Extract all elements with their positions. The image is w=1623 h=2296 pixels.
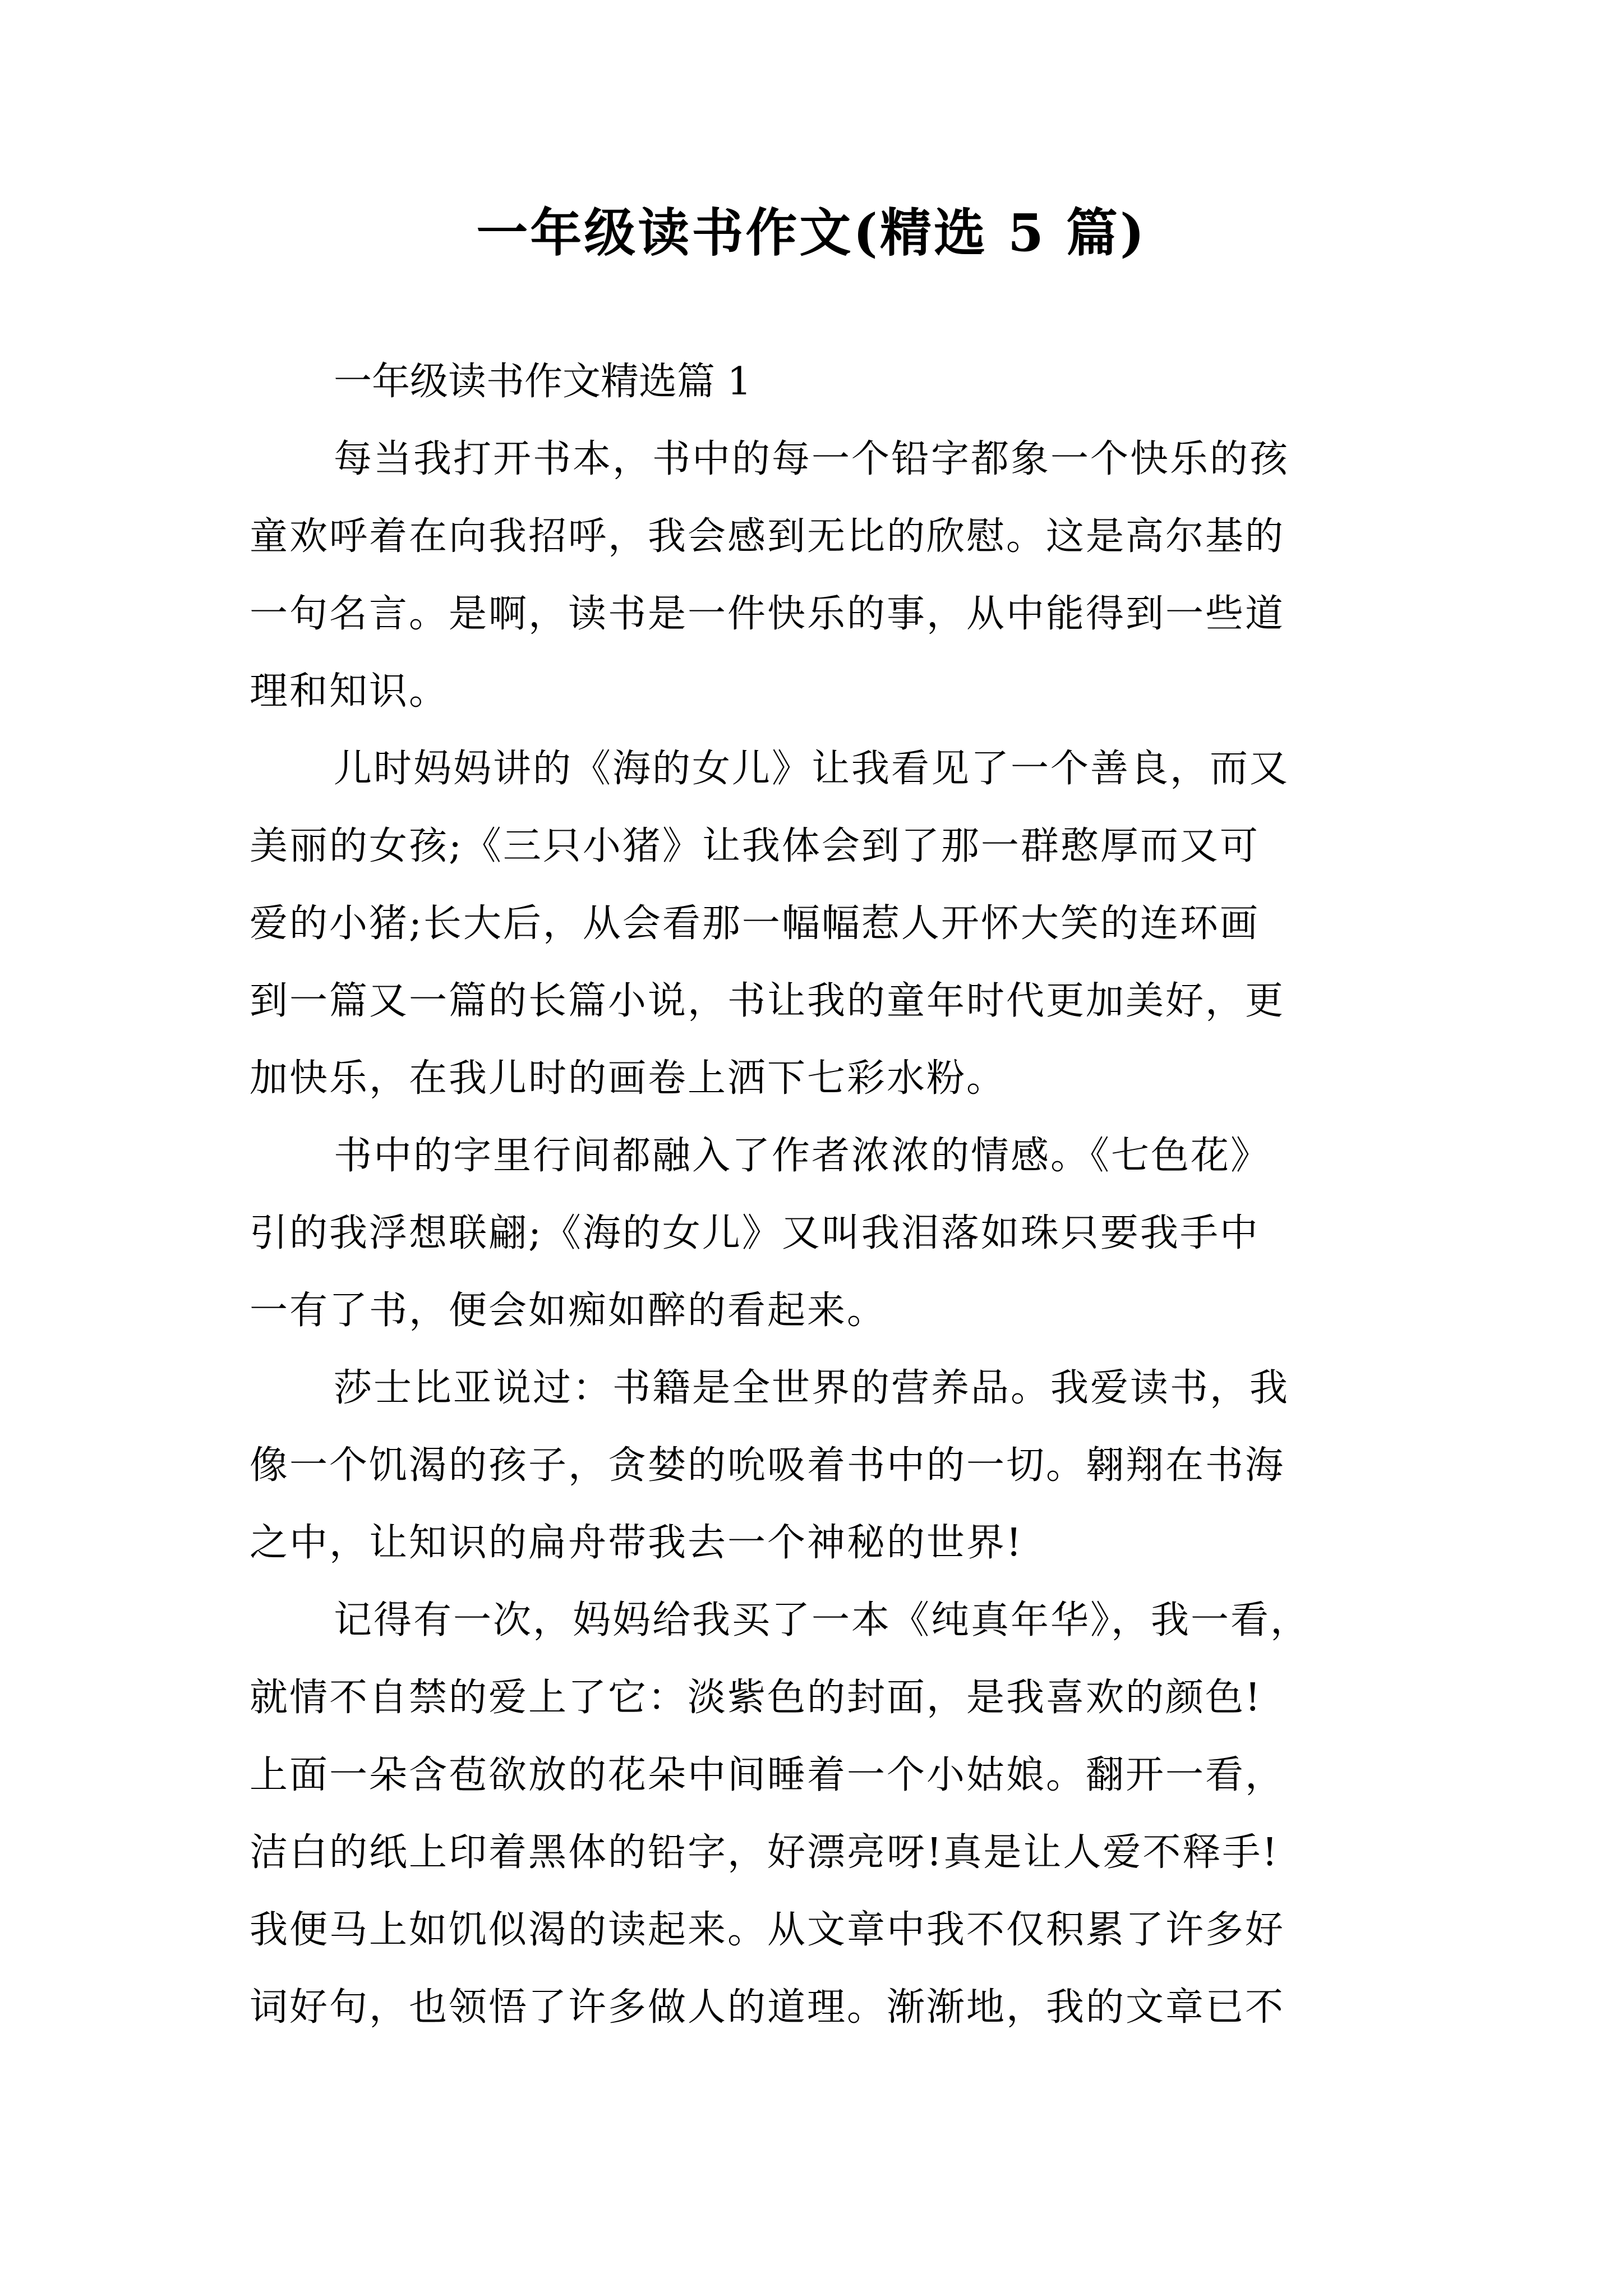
paragraph-line: 一有了书，便会如痴如醉的看起来。 (250, 1289, 887, 1333)
paragraph-1 (250, 421, 1394, 730)
paragraph-line: 莎士比亚说过：书籍是全世界的营养品。我爱读书，我 (334, 1366, 1290, 1410)
paragraph-line: 书中的字里行间都融入了作者浓浓的情感。《七色花》 (334, 1134, 1271, 1178)
paragraph-line: 加快乐，在我儿时的画卷上洒下七彩水粉。 (250, 1056, 1007, 1101)
paragraph-line: 爱的小猪;长大后，从会看那一幅幅惹人开怀大笑的连环画 (250, 901, 1260, 946)
paragraph-line: 洁白的纸上印着黑体的铅字，好漂亮呀!真是让人爱不释手! (250, 1830, 1279, 1875)
section-heading: 一年级读书作文精选篇 1 (334, 360, 751, 404)
paragraph-line: 词好句，也领悟了许多做人的道理。渐渐地，我的文章已不 (250, 1985, 1285, 2030)
paragraph-line: 引的我浮想联翩;《海的女儿》又叫我泪落如珠只要我手中 (250, 1211, 1260, 1255)
paragraph-line: 我便马上如饥似渴的读起来。从文章中我不仅积累了许多好 (250, 1908, 1285, 1952)
paragraph-line: 童欢呼着在向我招呼，我会感到无比的欣慰。这是高尔基的 (250, 514, 1285, 559)
paragraph-line: 美丽的女孩;《三只小猪》让我体会到了那一群憨厚而又可 (250, 824, 1260, 868)
paragraph-line: 之中，让知识的扁舟带我去一个神秘的世界! (250, 1521, 1023, 1565)
paragraph-line: 一句名言。是啊，读书是一件快乐的事，从中能得到一些道 (250, 592, 1285, 636)
paragraph-line: 理和知识。 (250, 669, 449, 714)
paragraph-4 (250, 1350, 1394, 1582)
paragraph-5 (250, 1582, 1394, 2046)
paragraph-line: 到一篇又一篇的长篇小说，书让我的童年时代更加美好，更 (250, 979, 1285, 1023)
paragraph-3 (250, 1117, 1394, 1350)
paragraph-line: 就情不自禁的爱上了它：淡紫色的封面，是我喜欢的颜色! (250, 1676, 1262, 1720)
document-title: 一年级读书作文(精选 5 篇) (476, 203, 1147, 263)
paragraph-line: 儿时妈妈讲的《海的女儿》让我看见了一个善良，而又 (334, 747, 1290, 791)
paragraph-line: 记得有一次，妈妈给我买了一本《纯真年华》，我一看， (334, 1598, 1311, 1642)
document-body (250, 343, 1394, 2046)
paragraph-2 (250, 730, 1394, 1117)
paragraph-line: 上面一朵含苞欲放的花朵中间睡着一个小姑娘。翻开一看， (250, 1753, 1285, 1797)
paragraph-line: 每当我打开书本，书中的每一个铅字都象一个快乐的孩 (334, 437, 1290, 481)
paragraph-line: 像一个饥渴的孩子，贪婪的吮吸着书中的一切。翱翔在书海 (250, 1443, 1285, 1488)
